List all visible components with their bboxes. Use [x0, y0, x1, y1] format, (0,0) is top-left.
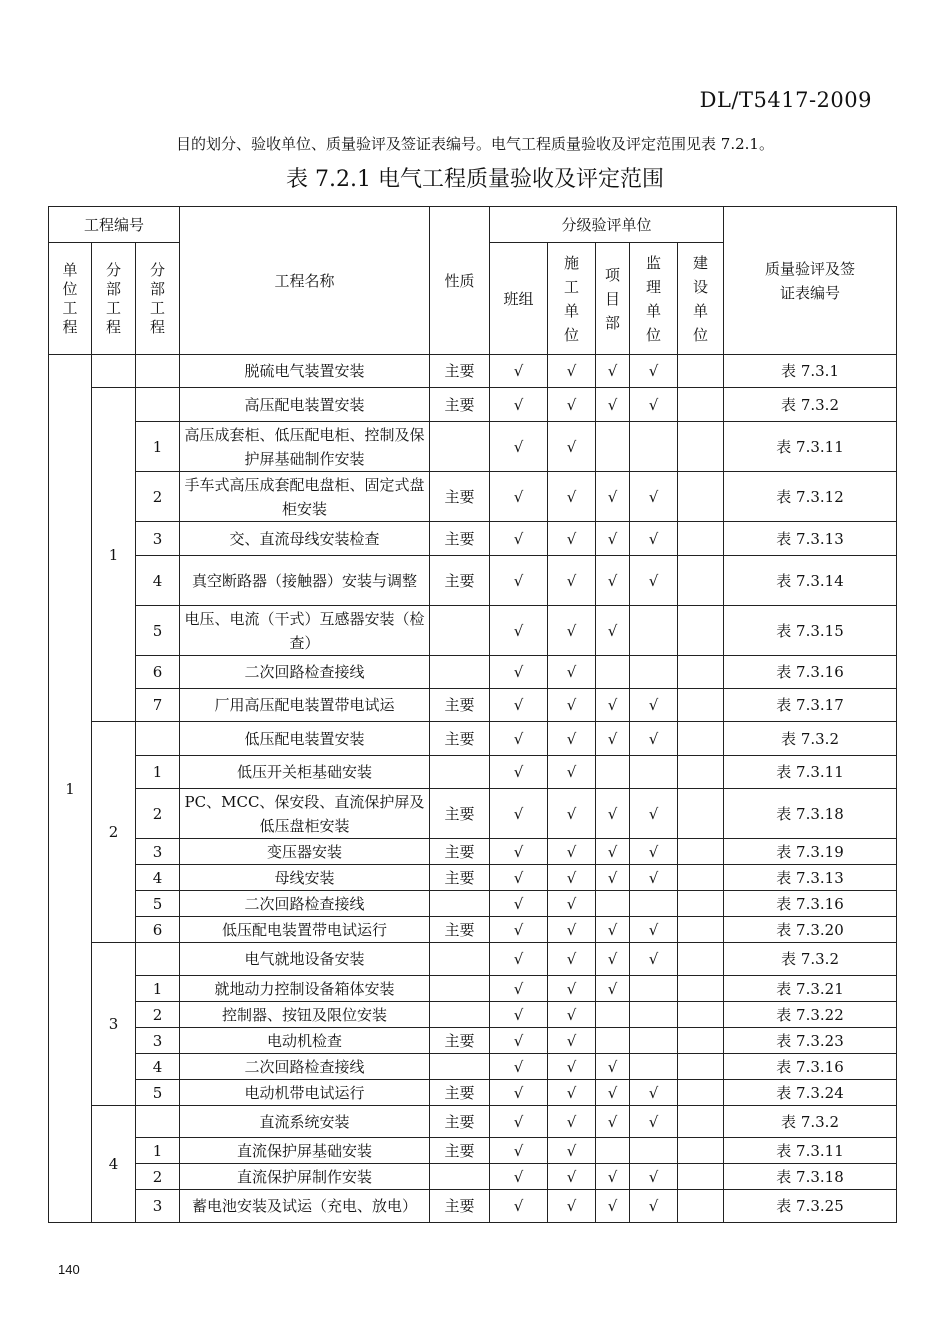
project-dept-check: [596, 891, 630, 917]
nature-cell: 主要: [430, 388, 490, 422]
project-dept-check: √: [596, 722, 630, 756]
table-row: [49, 917, 897, 943]
table-row: [49, 891, 897, 917]
header-division: [92, 243, 136, 355]
project-dept-check: √: [596, 689, 630, 722]
construction-check: √: [548, 943, 596, 976]
name-cell: 交、直流母线安装检查: [180, 522, 430, 556]
supervision-check: [630, 422, 678, 472]
owner-check: [678, 865, 724, 891]
project-dept-check: √: [596, 839, 630, 865]
form-no-cell: 表 7.3.2: [724, 722, 897, 756]
nature-cell: [430, 656, 490, 689]
form-no-cell: 表 7.3.11: [724, 756, 897, 789]
header-subdivision: [136, 243, 180, 355]
team-check: √: [490, 1138, 548, 1164]
form-no-cell: 表 7.3.2: [724, 1106, 897, 1138]
header-owner: [678, 243, 724, 355]
construction-check: √: [548, 1054, 596, 1080]
supervision-check: [630, 1054, 678, 1080]
nature-cell: [430, 891, 490, 917]
nature-cell: 主要: [430, 1106, 490, 1138]
project-dept-check: √: [596, 1106, 630, 1138]
team-check: √: [490, 1080, 548, 1106]
owner-check: [678, 943, 724, 976]
project-dept-check: [596, 1138, 630, 1164]
name-cell: 真空断路器（接触器）安装与调整: [180, 556, 430, 606]
construction-check: √: [548, 606, 596, 656]
construction-check: √: [548, 1164, 596, 1190]
owner-check: [678, 1190, 724, 1223]
team-check: √: [490, 917, 548, 943]
construction-check: √: [548, 1138, 596, 1164]
team-check: √: [490, 422, 548, 472]
division-cell: 1: [92, 388, 136, 722]
construction-check: √: [548, 891, 596, 917]
construction-check: √: [548, 839, 596, 865]
subdivision-cell: 2: [136, 472, 180, 522]
project-dept-check: [596, 1002, 630, 1028]
project-dept-check: √: [596, 606, 630, 656]
construction-check: √: [548, 976, 596, 1002]
construction-check: √: [548, 472, 596, 522]
form-no-cell: 表 7.3.12: [724, 472, 897, 522]
subdivision-cell: 2: [136, 789, 180, 839]
nature-cell: 主要: [430, 355, 490, 388]
owner-check: [678, 1002, 724, 1028]
supervision-check: √: [630, 789, 678, 839]
form-no-cell: 表 7.3.20: [724, 917, 897, 943]
construction-check: √: [548, 1002, 596, 1028]
owner-check: [678, 1164, 724, 1190]
table-row: [49, 1138, 897, 1164]
team-check: √: [490, 976, 548, 1002]
team-check: √: [490, 891, 548, 917]
subdivision-cell: 6: [136, 656, 180, 689]
construction-check: √: [548, 689, 596, 722]
team-check: √: [490, 1002, 548, 1028]
construction-check: √: [548, 522, 596, 556]
subdivision-cell: 5: [136, 891, 180, 917]
subdivision-cell: 2: [136, 1002, 180, 1028]
header-project-no: 工程编号: [49, 207, 180, 243]
team-check: √: [490, 1054, 548, 1080]
nature-cell: [430, 943, 490, 976]
name-cell: 母线安装: [180, 865, 430, 891]
owner-check: [678, 839, 724, 865]
name-cell: 高压配电装置安装: [180, 388, 430, 422]
subdivision-cell: 3: [136, 1028, 180, 1054]
header-owner-text: 建设单位: [692, 253, 708, 344]
project-dept-check: [596, 1028, 630, 1054]
construction-check: √: [548, 656, 596, 689]
construction-check: √: [548, 917, 596, 943]
header-unit-text: 单位工程: [62, 260, 78, 336]
nature-cell: 主要: [430, 865, 490, 891]
project-dept-check: [596, 656, 630, 689]
team-check: √: [490, 606, 548, 656]
owner-check: [678, 472, 724, 522]
nature-cell: [430, 1164, 490, 1190]
form-no-cell: 表 7.3.16: [724, 1054, 897, 1080]
construction-check: √: [548, 789, 596, 839]
construction-check: √: [548, 1106, 596, 1138]
construction-check: √: [548, 1028, 596, 1054]
construction-check: √: [548, 865, 596, 891]
supervision-check: √: [630, 943, 678, 976]
subdivision-cell: 5: [136, 606, 180, 656]
form-no-cell: 表 7.3.11: [724, 422, 897, 472]
subdivision-cell: 2: [136, 1164, 180, 1190]
supervision-check: [630, 656, 678, 689]
name-cell: 电压、电流（干式）互感器安装（检查）: [180, 606, 430, 656]
supervision-check: √: [630, 839, 678, 865]
subdivision-cell: 1: [136, 756, 180, 789]
subdivision-cell: 3: [136, 839, 180, 865]
owner-check: [678, 556, 724, 606]
owner-check: [678, 789, 724, 839]
table-row: [49, 789, 897, 839]
form-no-cell: 表 7.3.14: [724, 556, 897, 606]
supervision-check: √: [630, 722, 678, 756]
nature-cell: [430, 1054, 490, 1080]
subdivision-cell: [136, 388, 180, 422]
construction-check: √: [548, 388, 596, 422]
team-check: √: [490, 355, 548, 388]
owner-check: [678, 756, 724, 789]
table-row: [49, 943, 897, 976]
name-cell: 直流保护屏制作安装: [180, 1164, 430, 1190]
header-supervision: [630, 243, 678, 355]
division-cell: 4: [92, 1106, 136, 1223]
project-dept-check: [596, 422, 630, 472]
table-row: [49, 1002, 897, 1028]
form-no-cell: 表 7.3.23: [724, 1028, 897, 1054]
form-no-cell: 表 7.3.16: [724, 891, 897, 917]
team-check: √: [490, 1190, 548, 1223]
supervision-check: √: [630, 388, 678, 422]
team-check: √: [490, 556, 548, 606]
subdivision-cell: 6: [136, 917, 180, 943]
subdivision-cell: 1: [136, 422, 180, 472]
subdivision-cell: 1: [136, 1138, 180, 1164]
subdivision-cell: 5: [136, 1080, 180, 1106]
subdivision-cell: 4: [136, 865, 180, 891]
supervision-check: √: [630, 1164, 678, 1190]
table-row: [49, 355, 897, 388]
owner-check: [678, 656, 724, 689]
owner-check: [678, 1054, 724, 1080]
header-form-no: [724, 207, 897, 355]
table-row: [49, 839, 897, 865]
name-cell: 二次回路检查接线: [180, 656, 430, 689]
project-dept-check: √: [596, 943, 630, 976]
form-no-cell: 表 7.3.16: [724, 656, 897, 689]
construction-check: √: [548, 1080, 596, 1106]
project-dept-check: √: [596, 917, 630, 943]
team-check: √: [490, 839, 548, 865]
team-check: √: [490, 472, 548, 522]
project-dept-check: √: [596, 472, 630, 522]
owner-check: [678, 976, 724, 1002]
nature-cell: 主要: [430, 1138, 490, 1164]
name-cell: 电动机检查: [180, 1028, 430, 1054]
supervision-check: √: [630, 1106, 678, 1138]
subdivision-cell: [136, 355, 180, 388]
standard-code: DL/T5417-2009: [699, 88, 872, 112]
table-row: [49, 388, 897, 422]
project-dept-check: √: [596, 522, 630, 556]
construction-check: √: [548, 355, 596, 388]
name-cell: 厂用高压配电装置带电试运: [180, 689, 430, 722]
header-supervision-text: 监理单位: [645, 253, 661, 344]
name-cell: PC、MCC、保安段、直流保护屏及低压盘柜安装: [180, 789, 430, 839]
subdivision-cell: 7: [136, 689, 180, 722]
team-check: √: [490, 1106, 548, 1138]
project-dept-check: √: [596, 1164, 630, 1190]
nature-cell: 主要: [430, 789, 490, 839]
owner-check: [678, 1080, 724, 1106]
supervision-check: √: [630, 472, 678, 522]
supervision-check: √: [630, 1080, 678, 1106]
intro-text: 目的划分、验收单位、质量验评及签证表编号。电气工程质量验收及评定范围见表 7.2.1。: [176, 135, 774, 153]
table-row: [49, 556, 897, 606]
nature-cell: 主要: [430, 1190, 490, 1223]
owner-check: [678, 1138, 724, 1164]
supervision-check: √: [630, 689, 678, 722]
name-cell: 二次回路检查接线: [180, 891, 430, 917]
header-construction: [548, 243, 596, 355]
header-eval-units: 分级验评单位: [490, 207, 724, 243]
nature-cell: 主要: [430, 522, 490, 556]
form-no-cell: 表 7.3.13: [724, 522, 897, 556]
name-cell: 蓄电池安装及试运（充电、放电）: [180, 1190, 430, 1223]
nature-cell: 主要: [430, 689, 490, 722]
nature-cell: 主要: [430, 1080, 490, 1106]
subdivision-cell: [136, 722, 180, 756]
nature-cell: [430, 422, 490, 472]
name-cell: 低压配电装置安装: [180, 722, 430, 756]
owner-check: [678, 355, 724, 388]
form-no-cell: 表 7.3.15: [724, 606, 897, 656]
name-cell: 就地动力控制设备箱体安装: [180, 976, 430, 1002]
nature-cell: [430, 606, 490, 656]
team-check: √: [490, 722, 548, 756]
supervision-check: √: [630, 1190, 678, 1223]
team-check: √: [490, 656, 548, 689]
nature-cell: 主要: [430, 722, 490, 756]
table-row: [49, 1028, 897, 1054]
table-row: [49, 1164, 897, 1190]
form-no-cell: 表 7.3.2: [724, 943, 897, 976]
subdivision-cell: 4: [136, 1054, 180, 1080]
header-unit: [49, 243, 92, 355]
owner-check: [678, 1106, 724, 1138]
supervision-check: [630, 1138, 678, 1164]
supervision-check: [630, 976, 678, 1002]
owner-check: [678, 917, 724, 943]
name-cell: 二次回路检查接线: [180, 1054, 430, 1080]
table-row: [49, 606, 897, 656]
project-dept-check: √: [596, 1080, 630, 1106]
project-dept-check: √: [596, 789, 630, 839]
table-row: [49, 422, 897, 472]
nature-cell: [430, 756, 490, 789]
team-check: √: [490, 522, 548, 556]
owner-check: [678, 522, 724, 556]
form-no-cell: 表 7.3.21: [724, 976, 897, 1002]
project-dept-check: √: [596, 388, 630, 422]
team-check: √: [490, 756, 548, 789]
name-cell: 高压成套柜、低压配电柜、控制及保护屏基础制作安装: [180, 422, 430, 472]
unit-cell: 1: [49, 355, 92, 1223]
nature-cell: 主要: [430, 472, 490, 522]
subdivision-cell: 3: [136, 522, 180, 556]
table-row: [49, 1054, 897, 1080]
name-cell: 控制器、按钮及限位安装: [180, 1002, 430, 1028]
supervision-check: [630, 606, 678, 656]
construction-check: √: [548, 722, 596, 756]
project-dept-check: √: [596, 865, 630, 891]
subdivision-cell: 4: [136, 556, 180, 606]
table-row: [49, 656, 897, 689]
subdivision-cell: 1: [136, 976, 180, 1002]
construction-check: √: [548, 756, 596, 789]
supervision-check: [630, 756, 678, 789]
name-cell: 低压开关柜基础安装: [180, 756, 430, 789]
nature-cell: 主要: [430, 556, 490, 606]
owner-check: [678, 422, 724, 472]
owner-check: [678, 1028, 724, 1054]
form-no-cell: 表 7.3.2: [724, 388, 897, 422]
construction-check: √: [548, 422, 596, 472]
table-row: [49, 522, 897, 556]
table-row: [49, 756, 897, 789]
name-cell: 变压器安装: [180, 839, 430, 865]
header-form-no-text: 质量验评及签证表编号: [765, 259, 856, 302]
supervision-check: √: [630, 355, 678, 388]
project-dept-check: [596, 756, 630, 789]
form-no-cell: 表 7.3.11: [724, 1138, 897, 1164]
owner-check: [678, 388, 724, 422]
name-cell: 电气就地设备安装: [180, 943, 430, 976]
subdivision-cell: [136, 1106, 180, 1138]
project-dept-check: √: [596, 1054, 630, 1080]
project-dept-check: √: [596, 556, 630, 606]
form-no-cell: 表 7.3.18: [724, 789, 897, 839]
team-check: √: [490, 865, 548, 891]
supervision-check: [630, 1002, 678, 1028]
table-row: [49, 1080, 897, 1106]
name-cell: 电动机带电试运行: [180, 1080, 430, 1106]
nature-cell: 主要: [430, 839, 490, 865]
nature-cell: [430, 976, 490, 1002]
form-no-cell: 表 7.3.25: [724, 1190, 897, 1223]
form-no-cell: 表 7.3.17: [724, 689, 897, 722]
team-check: √: [490, 1028, 548, 1054]
form-no-cell: 表 7.3.19: [724, 839, 897, 865]
header-construction-text: 施工单位: [563, 253, 579, 344]
construction-check: √: [548, 1190, 596, 1223]
project-dept-check: √: [596, 976, 630, 1002]
name-cell: 脱硫电气装置安装: [180, 355, 430, 388]
team-check: √: [490, 943, 548, 976]
supervision-check: √: [630, 865, 678, 891]
owner-check: [678, 722, 724, 756]
table-row: [49, 689, 897, 722]
header-subdivision-text: 分部工程: [149, 260, 165, 336]
form-no-cell: 表 7.3.24: [724, 1080, 897, 1106]
nature-cell: 主要: [430, 917, 490, 943]
table-row: [49, 472, 897, 522]
name-cell: 手车式高压成套配电盘柜、固定式盘柜安装: [180, 472, 430, 522]
table-caption: 表 7.2.1 电气工程质量验收及评定范围: [286, 167, 664, 192]
table-row: [49, 1190, 897, 1223]
subdivision-cell: [136, 943, 180, 976]
project-dept-check: √: [596, 1190, 630, 1223]
form-no-cell: 表 7.3.18: [724, 1164, 897, 1190]
header-project-dept-text: 项目部: [604, 265, 620, 332]
supervision-check: √: [630, 917, 678, 943]
owner-check: [678, 689, 724, 722]
form-no-cell: 表 7.3.13: [724, 865, 897, 891]
construction-check: √: [548, 556, 596, 606]
supervision-check: [630, 1028, 678, 1054]
name-cell: 低压配电装置带电试运行: [180, 917, 430, 943]
supervision-check: √: [630, 522, 678, 556]
subdivision-cell: 3: [136, 1190, 180, 1223]
supervision-check: √: [630, 556, 678, 606]
form-no-cell: 表 7.3.22: [724, 1002, 897, 1028]
division-cell: 3: [92, 943, 136, 1106]
quality-acceptance-table: [48, 206, 897, 1223]
form-no-cell: 表 7.3.1: [724, 355, 897, 388]
table-row: [49, 865, 897, 891]
team-check: √: [490, 388, 548, 422]
nature-cell: [430, 1002, 490, 1028]
division-cell: 2: [92, 722, 136, 943]
project-dept-check: √: [596, 355, 630, 388]
owner-check: [678, 891, 724, 917]
division-cell: [92, 355, 136, 388]
team-check: √: [490, 789, 548, 839]
team-check: √: [490, 1164, 548, 1190]
header-name: 工程名称: [180, 207, 430, 355]
table-row: [49, 1106, 897, 1138]
header-nature: 性质: [430, 207, 490, 355]
header-division-text: 分部工程: [105, 260, 121, 336]
header-project-dept: [596, 243, 630, 355]
name-cell: 直流系统安装: [180, 1106, 430, 1138]
table-row: [49, 976, 897, 1002]
header-team: 班组: [490, 243, 548, 355]
supervision-check: [630, 891, 678, 917]
team-check: √: [490, 689, 548, 722]
name-cell: 直流保护屏基础安装: [180, 1138, 430, 1164]
table-row: [49, 722, 897, 756]
nature-cell: 主要: [430, 1028, 490, 1054]
page-number: 140: [58, 1262, 80, 1277]
owner-check: [678, 606, 724, 656]
